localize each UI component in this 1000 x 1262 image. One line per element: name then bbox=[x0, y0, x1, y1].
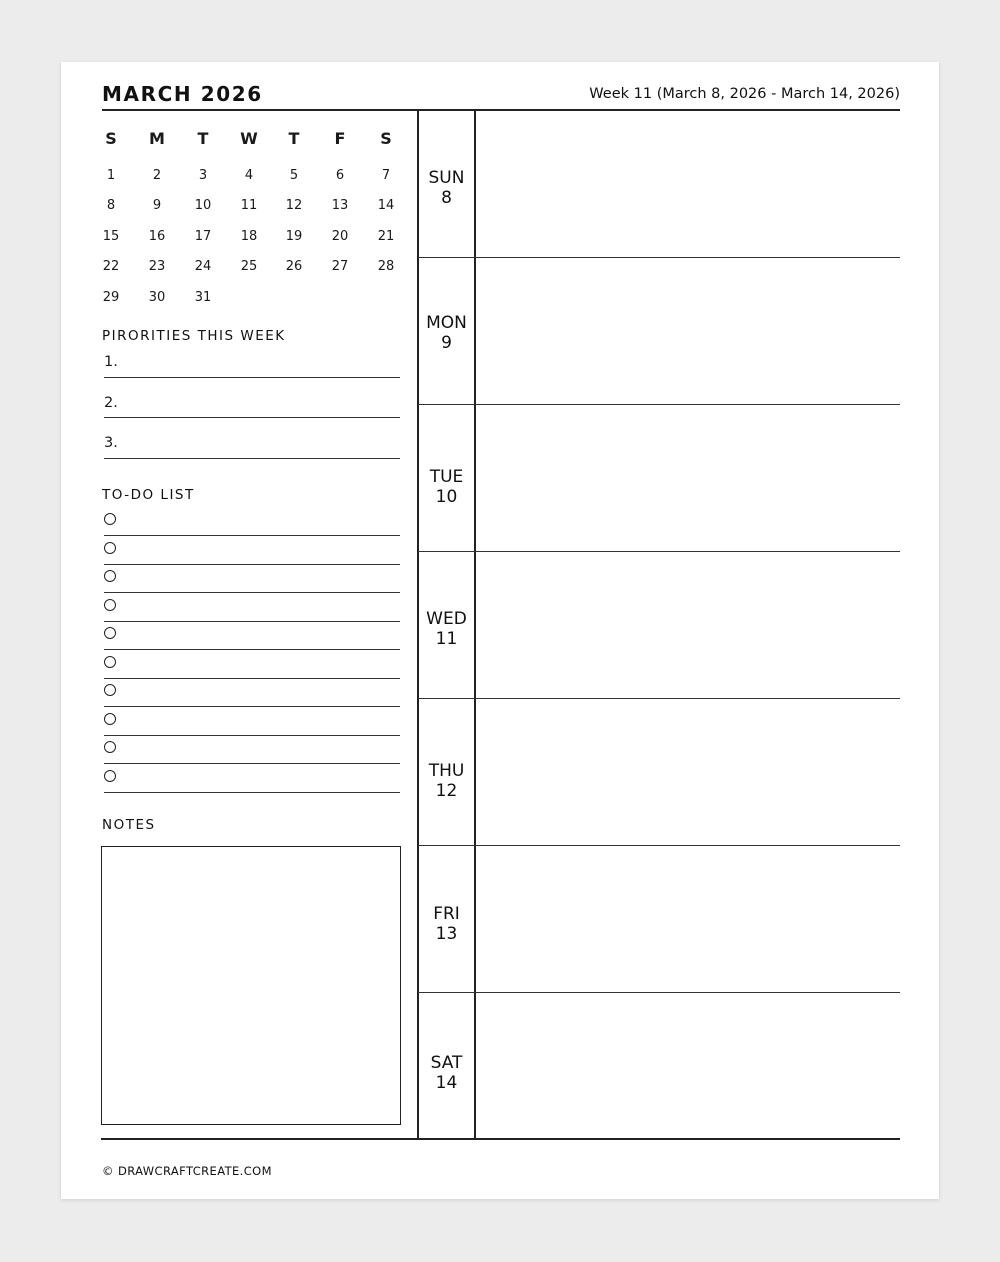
circle-checkbox-icon[interactable] bbox=[104, 570, 116, 582]
priority-line bbox=[104, 417, 400, 418]
priority-number: 1. bbox=[104, 354, 118, 370]
todo-item[interactable] bbox=[104, 594, 400, 622]
calendar-date: 3 bbox=[198, 168, 208, 183]
day-writing-area[interactable] bbox=[476, 111, 900, 257]
day-label-mon bbox=[418, 313, 475, 353]
todo-item[interactable] bbox=[104, 708, 400, 736]
calendar-date: 18 bbox=[240, 229, 258, 244]
calendar-date: 27 bbox=[331, 259, 349, 274]
day-writing-area[interactable] bbox=[476, 552, 900, 698]
day-separator bbox=[418, 404, 900, 405]
priority-number: 3. bbox=[104, 435, 118, 451]
copyright-footer: © DRAWCRAFTCREATE.COM bbox=[102, 1164, 272, 1178]
calendar-date: 29 bbox=[102, 290, 120, 305]
day-name: FRI bbox=[433, 904, 460, 924]
calendar-date: 8 bbox=[106, 198, 116, 213]
calendar-date: 1 bbox=[106, 168, 116, 183]
circle-checkbox-icon[interactable] bbox=[104, 599, 116, 611]
day-date: 11 bbox=[435, 629, 458, 649]
calendar-date: 20 bbox=[331, 229, 349, 244]
weekday-header: M bbox=[149, 129, 165, 148]
weekday-header: S bbox=[105, 129, 117, 148]
calendar-date: 25 bbox=[240, 259, 258, 274]
day-label-sat bbox=[418, 1053, 475, 1093]
calendar-date: 12 bbox=[285, 198, 303, 213]
priorities-heading: PIRORITIES THIS WEEK bbox=[102, 328, 286, 344]
calendar-date: 5 bbox=[289, 168, 299, 183]
todo-heading: TO-DO LIST bbox=[102, 487, 195, 503]
calendar-date: 24 bbox=[194, 259, 212, 274]
calendar-date: 30 bbox=[148, 290, 166, 305]
calendar-date: 2 bbox=[152, 168, 162, 183]
weekday-header: F bbox=[334, 129, 346, 148]
calendar-date: 28 bbox=[377, 259, 395, 274]
circle-checkbox-icon[interactable] bbox=[104, 770, 116, 782]
day-date: 9 bbox=[441, 333, 452, 353]
calendar-date: 26 bbox=[285, 259, 303, 274]
circle-checkbox-icon[interactable] bbox=[104, 684, 116, 696]
priority-row[interactable] bbox=[104, 338, 400, 378]
priority-line bbox=[104, 458, 400, 459]
day-label-wed bbox=[418, 609, 475, 649]
priority-row[interactable] bbox=[104, 419, 400, 459]
calendar-date: 9 bbox=[152, 198, 162, 213]
day-name: WED bbox=[426, 609, 467, 629]
day-label-sun bbox=[418, 168, 475, 208]
circle-checkbox-icon[interactable] bbox=[104, 741, 116, 753]
calendar-date: 21 bbox=[377, 229, 395, 244]
calendar-date: 4 bbox=[244, 168, 254, 183]
circle-checkbox-icon[interactable] bbox=[104, 656, 116, 668]
day-separator bbox=[418, 992, 900, 993]
day-name: SAT bbox=[430, 1053, 463, 1073]
day-writing-area[interactable] bbox=[476, 993, 900, 1138]
todo-line bbox=[104, 792, 400, 793]
day-label-fri bbox=[418, 904, 475, 944]
todo-item[interactable] bbox=[104, 765, 400, 793]
calendar-date: 16 bbox=[148, 229, 166, 244]
weekday-header: W bbox=[240, 129, 258, 148]
todo-item[interactable] bbox=[104, 736, 400, 764]
calendar-date: 15 bbox=[102, 229, 120, 244]
circle-checkbox-icon[interactable] bbox=[104, 713, 116, 725]
day-name: THU bbox=[428, 761, 465, 781]
priority-row[interactable] bbox=[104, 378, 400, 418]
notes-box[interactable] bbox=[101, 846, 401, 1125]
day-date: 14 bbox=[435, 1073, 458, 1093]
calendar-date: 13 bbox=[331, 198, 349, 213]
calendar-date: 19 bbox=[285, 229, 303, 244]
day-name: TUE bbox=[429, 467, 464, 487]
todo-item[interactable] bbox=[104, 622, 400, 650]
day-separator bbox=[418, 698, 900, 699]
day-date: 12 bbox=[435, 781, 458, 801]
priority-number: 2. bbox=[104, 395, 118, 411]
todo-item[interactable] bbox=[104, 651, 400, 679]
weekday-header: T bbox=[288, 129, 300, 148]
day-label-thu bbox=[418, 761, 475, 801]
bottom-divider bbox=[101, 1138, 900, 1140]
day-writing-area[interactable] bbox=[476, 699, 900, 845]
circle-checkbox-icon[interactable] bbox=[104, 542, 116, 554]
day-name: MON bbox=[426, 313, 467, 333]
calendar-date: 14 bbox=[377, 198, 395, 213]
day-separator bbox=[418, 551, 900, 552]
day-writing-area[interactable] bbox=[476, 258, 900, 404]
month-title: MARCH 2026 bbox=[102, 82, 263, 106]
day-separator bbox=[418, 845, 900, 846]
todo-item[interactable] bbox=[104, 537, 400, 565]
calendar-date: 6 bbox=[335, 168, 345, 183]
day-name: SUN bbox=[428, 168, 465, 188]
day-date: 8 bbox=[441, 188, 452, 208]
circle-checkbox-icon[interactable] bbox=[104, 513, 116, 525]
day-writing-area[interactable] bbox=[476, 846, 900, 992]
day-date: 10 bbox=[435, 487, 458, 507]
day-writing-area[interactable] bbox=[476, 405, 900, 551]
day-label-tue bbox=[418, 467, 475, 507]
calendar-date: 22 bbox=[102, 259, 120, 274]
weekday-header: T bbox=[197, 129, 209, 148]
day-date: 13 bbox=[435, 924, 458, 944]
week-range: Week 11 (March 8, 2026 - March 14, 2026) bbox=[589, 86, 900, 102]
notes-heading: NOTES bbox=[102, 817, 156, 833]
planner-sheet bbox=[61, 62, 939, 1199]
todo-item[interactable] bbox=[104, 565, 400, 593]
calendar-date: 11 bbox=[240, 198, 258, 213]
weekday-header: S bbox=[380, 129, 392, 148]
todo-item[interactable] bbox=[104, 679, 400, 707]
calendar-date: 23 bbox=[148, 259, 166, 274]
circle-checkbox-icon[interactable] bbox=[104, 627, 116, 639]
day-separator bbox=[418, 257, 900, 258]
todo-item[interactable] bbox=[104, 508, 400, 536]
calendar-date: 31 bbox=[194, 290, 212, 305]
calendar-date: 7 bbox=[381, 168, 391, 183]
calendar-date: 10 bbox=[194, 198, 212, 213]
calendar-date: 17 bbox=[194, 229, 212, 244]
